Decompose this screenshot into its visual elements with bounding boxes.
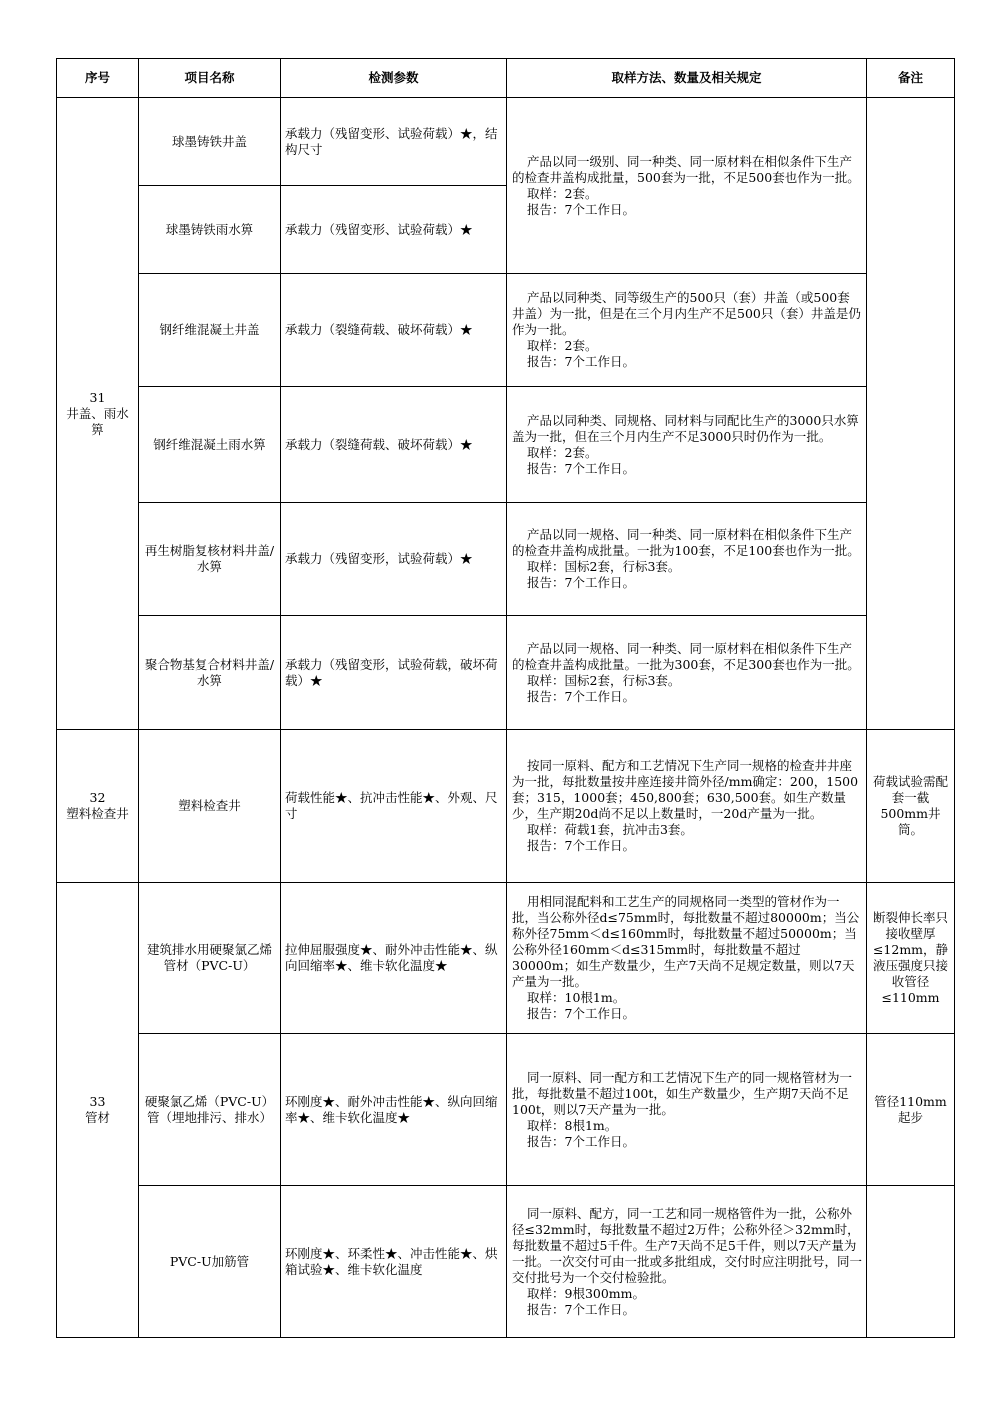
test-params: 荷载性能★、抗冲击性能★、外观、尺寸 <box>281 730 507 883</box>
group-number: 33 <box>89 1094 106 1109</box>
group-name: 塑料检查井 <box>66 806 129 821</box>
test-params: 承载力（残留变形、试验荷载）★，结构尺寸 <box>281 98 507 186</box>
remarks: 管径110mm起步 <box>867 1034 955 1186</box>
rule-sampling: 取样：国标2套，行标3套。 <box>527 672 681 688</box>
test-params: 环刚度★、环柔性★、冲击性能★、烘箱试验★、维卡软化温度 <box>281 1186 507 1338</box>
rule-text: 产品以同一规格、同一种类、同一原材料在相似条件下生产的检查井盖构成批量。一批为300套，不足300套也作为一批。 <box>512 640 860 672</box>
rule-text: 产品以同种类、同规格、同材料与同配比生产的3000只水箅盖为一批，但在三个月内生产不足3000只时仍作为一批。 <box>512 412 859 444</box>
table-row <box>57 98 955 186</box>
rule-text: 用相同混配料和工艺生产的同规格同一类型的管材作为一批，当公称外径d≤75mm时，每批数量不超过80000m；当公称外径75mm＜d≤160mm时，每批数量不超过50000m；当公称外径160mm＜d≤315mm时，每批数量不超过30000m；如生产数量少，生产7天尚不足规定数量，则以7天产量为一批。 <box>512 894 860 989</box>
test-params: 拉伸屈服强度★、耐外冲击性能★、纵向回缩率★、维卡软化温度★ <box>281 883 507 1034</box>
rule-sampling: 取样：9根300mm。 <box>527 1285 646 1301</box>
header-sampling-rules: 取样方法、数量及相关规定 <box>507 59 867 98</box>
rule-report: 报告：7个工作日。 <box>527 575 635 590</box>
rule-report: 报告：7个工作日。 <box>527 1301 635 1317</box>
item-name: 钢纤维混凝土雨水箅 <box>139 387 281 503</box>
rule-sampling: 取样：国标2套，行标3套。 <box>527 559 681 574</box>
sampling-rules <box>507 387 867 503</box>
rule-sampling: 取样：荷载1套，抗冲击3套。 <box>527 822 693 837</box>
table-row <box>57 387 955 503</box>
sampling-rules <box>507 274 867 387</box>
rule-report: 报告：7个工作日。 <box>527 1006 635 1021</box>
group-name: 管材 <box>84 1110 110 1125</box>
table-row <box>57 503 955 616</box>
rule-report: 报告：7个工作日。 <box>527 460 635 476</box>
rule-sampling: 取样：2套。 <box>527 338 598 353</box>
table-row <box>57 1186 955 1338</box>
remarks: 荷载试验需配套一截500mm井筒。 <box>867 730 955 883</box>
sampling-rules <box>507 1186 867 1338</box>
rule-report: 报告：7个工作日。 <box>527 838 635 853</box>
item-name: 再生树脂复核材料井盖/水箅 <box>139 503 281 616</box>
test-params: 承载力（残留变形，试验荷载，破坏荷载）★ <box>281 616 507 730</box>
group-cell <box>57 98 139 730</box>
rule-sampling: 取样：2套。 <box>527 444 598 460</box>
sampling-rules <box>507 98 867 274</box>
group-name: 井盖、雨水箅 <box>66 405 129 437</box>
rule-report: 报告：7个工作日。 <box>527 354 635 369</box>
item-name: 球墨铸铁井盖 <box>139 98 281 186</box>
rule-sampling: 取样：8根1m。 <box>527 1117 618 1133</box>
group-cell <box>57 883 139 1338</box>
rule-text: 按同一原料、配方和工艺情况下生产同一规格的检查井井座为一批，每批数量按井座连接井筒外径/mm确定：200，1500套；315，1000套；450,800套；630,500套。如生产数量少，生产期20d尚不足以上数量时，一20d产量为一批。 <box>512 758 859 821</box>
test-params: 环刚度★、耐外冲击性能★、纵向回缩率★、维卡软化温度★ <box>281 1034 507 1186</box>
item-name: 聚合物基复合材料井盖/水箅 <box>139 616 281 730</box>
remarks <box>867 98 955 730</box>
table-row <box>57 730 955 883</box>
sampling-rules <box>507 616 867 730</box>
sampling-rules <box>507 1034 867 1186</box>
table-row <box>57 274 955 387</box>
rule-text: 产品以同一级别、同一种类、同一原材料在相似条件下生产的检查井盖构成批量，500套为一批，不足500套也作为一批。 <box>512 153 860 185</box>
test-params: 承载力（裂缝荷载、破坏荷载）★ <box>281 274 507 387</box>
item-name: 钢纤维混凝土井盖 <box>139 274 281 387</box>
item-name: 球墨铸铁雨水箅 <box>139 186 281 274</box>
test-params: 承载力（裂缝荷载、破坏荷载）★ <box>281 387 507 503</box>
table-row <box>57 883 955 1034</box>
remarks: 断裂伸长率只接收壁厚≤12mm，静液压强度只接收管径≤110mm <box>867 883 955 1034</box>
table-row <box>57 616 955 730</box>
rule-text: 同一原料、配方，同一工艺和同一规格管件为一批，公称外径≤32mm时，每批数量不超过2万件；公称外径＞32mm时，每批数量不超过5千件。生产7天尚不足5千件，则以7天产量为一批。一次交付可由一批或多批组成，交付时应注明批号，同一交付批号为一个交付检验批。 <box>512 1205 863 1285</box>
rule-text: 产品以同种类、同等级生产的500只（套）井盖（或500套井盖）为一批，但是在三个月内生产不足500只（套）井盖是仍作为一批。 <box>512 290 861 337</box>
sampling-rules <box>507 883 867 1034</box>
header-item-name: 项目名称 <box>139 59 281 98</box>
rule-sampling: 取样：10根1m。 <box>527 990 626 1005</box>
item-name: 塑料检查井 <box>139 730 281 883</box>
group-number: 32 <box>89 790 106 805</box>
sampling-rules <box>507 730 867 883</box>
item-name: 建筑排水用硬聚氯乙烯管材（PVC-U） <box>139 883 281 1034</box>
test-params: 承载力（残留变形、试验荷载）★ <box>281 186 507 274</box>
header-params: 检测参数 <box>281 59 507 98</box>
rule-report: 报告：7个工作日。 <box>527 201 635 217</box>
inspection-table <box>56 58 955 1338</box>
sampling-rules <box>507 503 867 616</box>
item-name: PVC-U加筋管 <box>139 1186 281 1338</box>
item-name: 硬聚氯乙烯（PVC-U）管（埋地排污、排水） <box>139 1034 281 1186</box>
rule-text: 产品以同一规格、同一种类、同一原材料在相似条件下生产的检查井盖构成批量。一批为100套，不足100套也作为一批。 <box>512 527 860 558</box>
remarks <box>867 1186 955 1338</box>
header-remarks: 备注 <box>867 59 955 98</box>
test-params: 承载力（残留变形，试验荷载）★ <box>281 503 507 616</box>
rule-report: 报告：7个工作日。 <box>527 688 635 704</box>
header-row <box>57 59 955 98</box>
rule-sampling: 取样：2套。 <box>527 185 598 201</box>
rule-text: 同一原料、同一配方和工艺情况下生产的同一规格管材为一批，每批数量不超过100t，如生产数量少，生产期7天尚不足100t，则以7天产量为一批。 <box>512 1069 853 1117</box>
group-cell <box>57 730 139 883</box>
table-row <box>57 1034 955 1186</box>
group-number: 31 <box>89 389 106 405</box>
header-seq: 序号 <box>57 59 139 98</box>
rule-report: 报告：7个工作日。 <box>527 1133 635 1149</box>
